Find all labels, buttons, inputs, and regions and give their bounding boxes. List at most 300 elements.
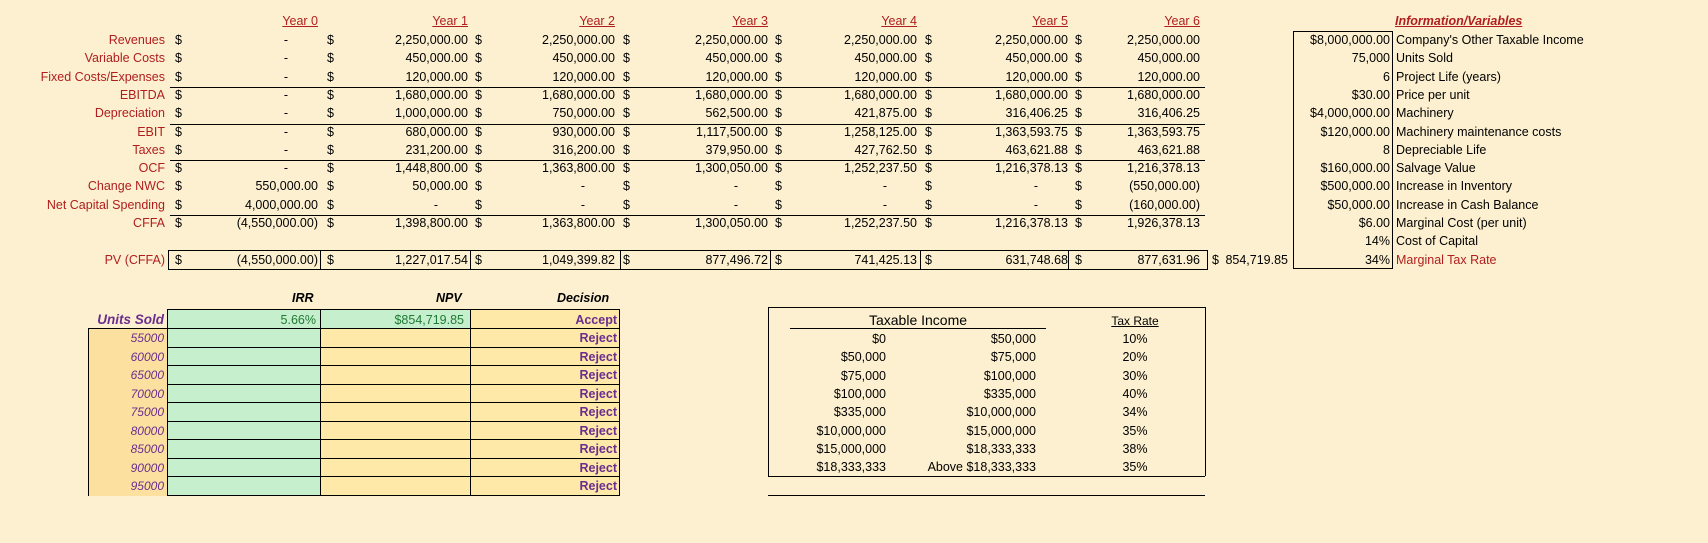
currency-symbol: $ [1075,51,1082,66]
year-header[interactable]: Year 1 [432,14,468,28]
currency-symbol: $ [623,161,630,176]
currency-symbol: $ [327,216,334,230]
currency-symbol: $ [175,106,182,121]
income-from[interactable]: $10,000,000 [816,423,886,438]
currency-symbol: $ [775,87,782,102]
units-value[interactable]: 90000 [130,460,164,475]
units-sold-label[interactable]: Units Sold [97,312,164,327]
income-from[interactable]: $0 [872,332,886,346]
currency-symbol: $ [775,253,782,267]
cell-value[interactable]: 930,000.00 [552,124,615,139]
decision-value[interactable]: Reject [579,368,617,382]
info-label[interactable]: Units Sold [1396,51,1453,66]
row-label[interactable]: Fixed Costs/Expenses [40,69,165,84]
currency-symbol: $ [623,51,630,66]
cell-value[interactable]: - [580,179,585,194]
currency-symbol: $ [475,51,482,66]
pv-cell-border [1207,250,1208,270]
cell-value[interactable]: 4,000,000.00 [245,197,318,212]
npv-header[interactable]: NPV [436,291,462,305]
info-label[interactable]: Project Life (years) [1396,69,1501,84]
cell-value[interactable]: - [283,106,288,121]
cell-value[interactable]: 316,406.25 [1005,106,1068,121]
tax-box-border [768,476,1205,477]
currency-symbol: $ [1075,216,1082,230]
currency-symbol: $ [925,142,932,157]
currency-symbol: $ [175,124,182,139]
info-value[interactable]: $8,000,000.00 [1310,33,1390,47]
currency-symbol: $ [623,179,630,194]
info-value[interactable]: 6 [1383,69,1390,84]
row-label[interactable]: CFFA [133,216,165,230]
pv-border-top [168,250,1208,251]
currency-symbol: $ [175,33,182,47]
row-label[interactable]: OCF [138,161,165,176]
cell-value[interactable]: 2,250,000.00 [844,33,917,47]
info-label[interactable]: Price per unit [1396,87,1470,102]
decision-value[interactable]: Reject [579,386,617,401]
cell-value[interactable]: 1,252,237.50 [844,161,917,176]
currency-symbol: $ [623,142,630,157]
cell-value[interactable]: 750,000.00 [552,106,615,121]
income-from[interactable]: $100,000 [833,386,886,401]
cell-value[interactable]: 120,000.00 [854,69,917,84]
row-label[interactable]: Variable Costs [84,51,165,66]
currency-symbol: $ [925,124,932,139]
pv-cell-border [470,250,471,270]
cell-value[interactable]: 120,000.00 [405,69,468,84]
pv-cell-border [620,250,621,270]
cell-value[interactable]: - [733,179,738,194]
currency-symbol: $ [623,106,630,121]
tax-box-border [1205,307,1206,476]
row-label[interactable]: Taxes [132,142,165,157]
pv-value[interactable]: 631,748.68 [1005,253,1068,267]
info-value[interactable]: $50,000.00 [1327,197,1390,212]
cell-value[interactable]: 2,250,000.00 [695,33,768,47]
currency-symbol: $ [1075,179,1082,194]
base-npv[interactable]: $854,719.85 [394,313,464,327]
currency-symbol: $ [475,69,482,84]
cell-value[interactable]: 1,300,050.00 [695,216,768,230]
currency-symbol: $ [327,33,334,47]
currency-symbol: $ [475,33,482,47]
base-irr[interactable]: 5.66% [280,313,316,327]
currency-symbol: $ [1075,161,1082,176]
income-from[interactable]: $18,333,333 [816,460,886,475]
currency-symbol: $ [1075,197,1082,212]
cell-value[interactable]: 1,680,000.00 [844,87,917,102]
currency-symbol: $ [175,253,182,267]
units-value[interactable]: 95000 [130,479,164,493]
sens-border [167,309,619,310]
info-label[interactable]: Depreciable Life [1396,142,1487,157]
pv-label[interactable]: PV (CFFA) [104,253,165,267]
tax-rate[interactable]: 40% [1122,386,1148,401]
decision-value[interactable]: Reject [579,460,617,475]
pv-value[interactable]: 1,227,017.54 [395,253,468,267]
cell-value[interactable]: 421,875.00 [854,106,917,121]
cell-value[interactable]: 1,680,000.00 [695,87,768,102]
currency-symbol: $ [623,253,630,267]
cell-value[interactable]: 316,200.00 [552,142,615,157]
decision-value[interactable]: Reject [579,349,617,364]
cell-value[interactable]: 316,406.25 [1137,106,1200,121]
currency-symbol: $ [925,87,932,102]
sens-row-border [167,347,619,348]
currency-symbol: $ [1075,69,1082,84]
info-value[interactable]: 14% [1364,234,1390,249]
currency-symbol: $ [775,179,782,194]
currency-symbol: $ [1075,87,1082,102]
income-to[interactable]: Above $18,333,333 [927,460,1036,475]
currency-symbol: $ [925,161,932,176]
cell-value[interactable]: 450,000.00 [552,51,615,66]
year-header[interactable]: Year 2 [579,14,615,28]
cell-value[interactable]: - [733,197,738,212]
pv-cell-border [1068,250,1069,270]
currency-symbol: $ [775,124,782,139]
pv-cell-border [168,250,169,270]
cell-value[interactable]: 379,950.00 [705,142,768,157]
row-separator [170,160,1205,161]
currency-symbol: $ [327,197,334,212]
info-label[interactable]: Machinery [1396,106,1454,121]
cell-value[interactable]: 120,000.00 [1137,69,1200,84]
cell-value[interactable]: 450,000.00 [1137,51,1200,66]
cell-value[interactable]: (4,550,000.00) [236,216,318,230]
pv-border-bottom [168,269,1208,270]
income-to[interactable]: $15,000,000 [966,423,1036,438]
info-title[interactable]: Information/Variables [1395,14,1523,28]
decision-header[interactable]: Decision [557,291,610,305]
info-value[interactable]: $30.00 [1351,87,1390,102]
cell-value[interactable]: 1,252,237.50 [844,216,917,230]
info-value[interactable]: 8 [1383,142,1390,157]
tax-rate-header[interactable]: Tax Rate [1111,314,1159,328]
info-value[interactable]: $4,000,000.00 [1310,106,1390,121]
currency-symbol: $ [475,142,482,157]
currency-symbol: $ [775,197,782,212]
cell-value[interactable]: - [1033,179,1038,194]
cell-value[interactable]: 1,216,378.13 [1127,161,1200,176]
cell-value[interactable]: 463,621.88 [1005,142,1068,157]
sens-row-border [167,458,619,459]
cell-value[interactable]: 1,117,500.00 [695,124,768,139]
sens-row-border [167,384,619,385]
year-header[interactable]: Year 4 [881,14,917,28]
tax-rate[interactable]: 34% [1122,405,1148,420]
cell-value[interactable]: 2,250,000.00 [395,33,468,47]
cell-value[interactable]: - [433,197,438,212]
info-label[interactable]: Marginal Tax Rate [1396,252,1497,267]
units-value[interactable]: 85000 [130,442,164,456]
currency-symbol: $ [327,51,334,66]
info-label[interactable]: Increase in Inventory [1396,179,1513,194]
currency-symbol: $ [327,253,334,267]
year-header[interactable]: Year 6 [1164,14,1200,28]
cell-value[interactable]: 1,680,000.00 [395,87,468,102]
tax-rate[interactable]: 35% [1122,423,1148,438]
currency-symbol: $ [175,87,182,102]
cell-value[interactable]: 50,000.00 [412,179,468,194]
income-to[interactable]: $335,000 [983,386,1036,401]
tax-title-underline [790,328,1046,329]
row-label[interactable]: Net Capital Spending [46,197,165,212]
cell-value[interactable]: 120,000.00 [1005,69,1068,84]
tax-rate[interactable]: 20% [1122,350,1148,365]
taxable-income-title[interactable]: Taxable Income [868,312,968,328]
income-from[interactable]: $15,000,000 [816,441,886,456]
income-to[interactable]: $75,000 [990,350,1036,365]
currency-symbol: $ [1212,253,1219,267]
cell-value[interactable]: 1,363,800.00 [542,216,615,230]
income-from[interactable]: $50,000 [840,350,886,365]
info-value[interactable]: $500,000.00 [1320,179,1390,194]
info-box-border [1293,31,1393,32]
sens-row-border [167,439,619,440]
currency-symbol: $ [775,33,782,47]
pv-value[interactable]: 877,631.96 [1137,253,1200,267]
row-separator [170,215,1205,216]
currency-symbol: $ [327,124,334,139]
sens-border [619,309,620,496]
currency-symbol: $ [1075,124,1082,139]
cell-value[interactable]: 120,000.00 [705,69,768,84]
currency-symbol: $ [475,253,482,267]
pv-cell-border [920,250,921,270]
info-value[interactable]: $160,000.00 [1320,161,1390,176]
currency-symbol: $ [925,179,932,194]
cell-value[interactable]: - [283,124,288,139]
income-to[interactable]: $10,000,000 [966,405,1036,420]
cell-value[interactable]: (550,000.00) [1129,179,1200,194]
pv-value[interactable]: (4,550,000.00) [236,253,318,267]
row-label[interactable]: Revenues [108,33,165,47]
sens-row-border [167,365,619,366]
income-to[interactable]: $18,333,333 [966,441,1036,456]
pv-value[interactable]: 877,496.72 [705,253,768,267]
currency-symbol: $ [925,51,932,66]
cell-value[interactable]: 450,000.00 [854,51,917,66]
currency-symbol: $ [327,87,334,102]
pv-cell-border [770,250,771,270]
currency-symbol: $ [623,124,630,139]
row-separator [170,124,1205,125]
cell-value[interactable]: 450,000.00 [705,51,768,66]
decision-value[interactable]: Reject [579,479,617,493]
cell-value[interactable]: 463,621.88 [1137,142,1200,157]
year-header[interactable]: Year 0 [282,14,318,28]
row-separator [170,87,1205,88]
currency-symbol: $ [775,51,782,66]
currency-symbol: $ [327,142,334,157]
cell-value[interactable]: 450,000.00 [1005,51,1068,66]
currency-symbol: $ [327,106,334,121]
currency-symbol: $ [925,253,932,267]
currency-symbol: $ [775,161,782,176]
decision-value[interactable]: Reject [579,442,617,456]
currency-symbol: $ [175,197,182,212]
info-label[interactable]: Company's Other Taxable Income [1396,33,1584,47]
income-from[interactable]: $335,000 [833,405,886,420]
currency-symbol: $ [475,106,482,121]
cell-value[interactable]: - [1033,197,1038,212]
income-to[interactable]: $100,000 [983,368,1036,383]
currency-symbol: $ [623,197,630,212]
cell-value[interactable]: - [283,142,288,157]
tax-rate[interactable]: 10% [1122,332,1148,346]
info-value[interactable]: $6.00 [1358,216,1390,230]
currency-symbol: $ [175,69,182,84]
currency-symbol: $ [1075,142,1082,157]
cell-value[interactable]: 450,000.00 [405,51,468,66]
cell-value[interactable]: 1,926,378.13 [1127,216,1200,230]
cell-value[interactable]: - [283,87,288,102]
currency-symbol: $ [475,179,482,194]
cell-value[interactable]: 427,762.50 [854,142,917,157]
currency-symbol: $ [475,216,482,230]
cell-value[interactable]: 2,250,000.00 [995,33,1068,47]
cell-value[interactable]: 1,680,000.00 [995,87,1068,102]
cell-value[interactable]: - [283,33,288,47]
tax-rate[interactable]: 38% [1122,441,1148,456]
currency-symbol: $ [1075,106,1082,121]
cell-value[interactable]: 1,363,593.75 [1127,124,1200,139]
currency-symbol: $ [175,179,182,194]
currency-symbol: $ [327,161,334,176]
currency-symbol: $ [1075,33,1082,47]
decision-value[interactable]: Reject [579,405,617,419]
cell-value[interactable]: 1,000,000.00 [395,106,468,121]
income-to[interactable]: $50,000 [990,332,1036,346]
cell-value[interactable]: 1,680,000.00 [542,87,615,102]
cell-value[interactable]: 680,000.00 [405,124,468,139]
cell-value[interactable]: 1,216,378.13 [995,161,1068,176]
info-label[interactable]: Increase in Cash Balance [1396,197,1539,212]
units-value[interactable]: 60000 [130,349,164,364]
tax-rate[interactable]: 35% [1122,460,1148,475]
currency-symbol: $ [623,87,630,102]
currency-symbol: $ [475,87,482,102]
info-label[interactable]: Salvage Value [1396,161,1476,176]
cell-value[interactable]: 1,300,050.00 [695,161,768,176]
cell-value[interactable]: (160,000.00) [1129,197,1200,212]
pv-cell-border [320,250,321,270]
info-label[interactable]: Marginal Cost (per unit) [1396,216,1527,230]
currency-symbol: $ [925,69,932,84]
currency-symbol: $ [623,69,630,84]
cell-value[interactable]: 231,200.00 [405,142,468,157]
next-box-border [768,495,1205,496]
cell-value[interactable]: 1,258,125.00 [844,124,917,139]
cell-value[interactable]: - [283,161,288,176]
cell-value[interactable]: - [882,197,887,212]
units-value[interactable]: 65000 [130,368,164,382]
cell-value[interactable]: 1,680,000.00 [1127,87,1200,102]
cell-value[interactable]: 1,216,378.13 [995,216,1068,230]
cell-value[interactable]: 562,500.00 [705,106,768,121]
cell-value[interactable]: 550,000.00 [255,179,318,194]
year-header[interactable]: Year 5 [1032,14,1068,28]
currency-symbol: $ [775,142,782,157]
info-box-border [1392,31,1393,269]
tax-box-border [768,307,769,476]
currency-symbol: $ [775,216,782,230]
units-value[interactable]: 70000 [130,386,164,401]
decision-value[interactable]: Reject [579,423,617,438]
info-label[interactable]: Machinery maintenance costs [1396,124,1562,139]
row-label[interactable]: Change NWC [87,179,165,194]
npv-total[interactable]: 854,719.85 [1225,253,1288,267]
cell-value[interactable]: 2,250,000.00 [1127,33,1200,47]
units-value[interactable]: 55000 [130,331,164,345]
row-label[interactable]: EBIT [137,124,165,139]
currency-symbol: $ [175,216,182,230]
npv-column-bg [320,328,470,496]
currency-symbol: $ [475,197,482,212]
base-decision[interactable]: Accept [575,313,617,327]
cell-value[interactable]: 2,250,000.00 [542,33,615,47]
irr-header[interactable]: IRR [292,291,314,305]
tax-rate[interactable]: 30% [1122,368,1148,383]
currency-symbol: $ [775,106,782,121]
cell-value[interactable]: 120,000.00 [552,69,615,84]
irr-column-bg [167,310,320,496]
currency-symbol: $ [175,142,182,157]
pv-value[interactable]: 741,425.13 [854,253,917,267]
sens-row-border [167,402,619,403]
currency-symbol: $ [475,161,482,176]
info-value[interactable]: 75,000 [1351,51,1390,66]
row-label[interactable]: Depreciation [94,106,165,121]
tax-box-border [768,307,1205,308]
sens-row-border [167,421,619,422]
cell-value[interactable]: 1,363,593.75 [995,124,1068,139]
currency-symbol: $ [475,124,482,139]
cell-value[interactable]: - [882,179,887,194]
currency-symbol: $ [327,179,334,194]
cell-value[interactable]: 1,398,800.00 [395,216,468,230]
units-value[interactable]: 75000 [130,405,164,419]
currency-symbol: $ [623,33,630,47]
sens-row-border [167,495,619,496]
currency-symbol: $ [1075,253,1082,267]
cell-value[interactable]: 1,448,800.00 [395,161,468,176]
currency-symbol: $ [925,197,932,212]
info-value[interactable]: 34% [1364,252,1390,267]
cell-value[interactable]: - [283,51,288,66]
decision-value[interactable]: Reject [579,331,617,345]
currency-symbol: $ [175,51,182,66]
units-value[interactable]: 80000 [130,423,164,438]
income-from[interactable]: $75,000 [840,368,886,383]
info-label[interactable]: Cost of Capital [1396,234,1478,249]
year-header[interactable]: Year 3 [732,14,768,28]
row-label[interactable]: EBITDA [119,87,165,102]
info-box-border [1293,268,1393,269]
pv-value[interactable]: 1,049,399.82 [542,253,615,267]
currency-symbol: $ [925,216,932,230]
cell-value[interactable]: - [283,69,288,84]
cell-value[interactable]: - [580,197,585,212]
currency-symbol: $ [925,106,932,121]
info-value[interactable]: $120,000.00 [1320,124,1390,139]
currency-symbol: $ [327,69,334,84]
cell-value[interactable]: 1,363,800.00 [542,161,615,176]
currency-symbol: $ [925,33,932,47]
currency-symbol: $ [623,216,630,230]
